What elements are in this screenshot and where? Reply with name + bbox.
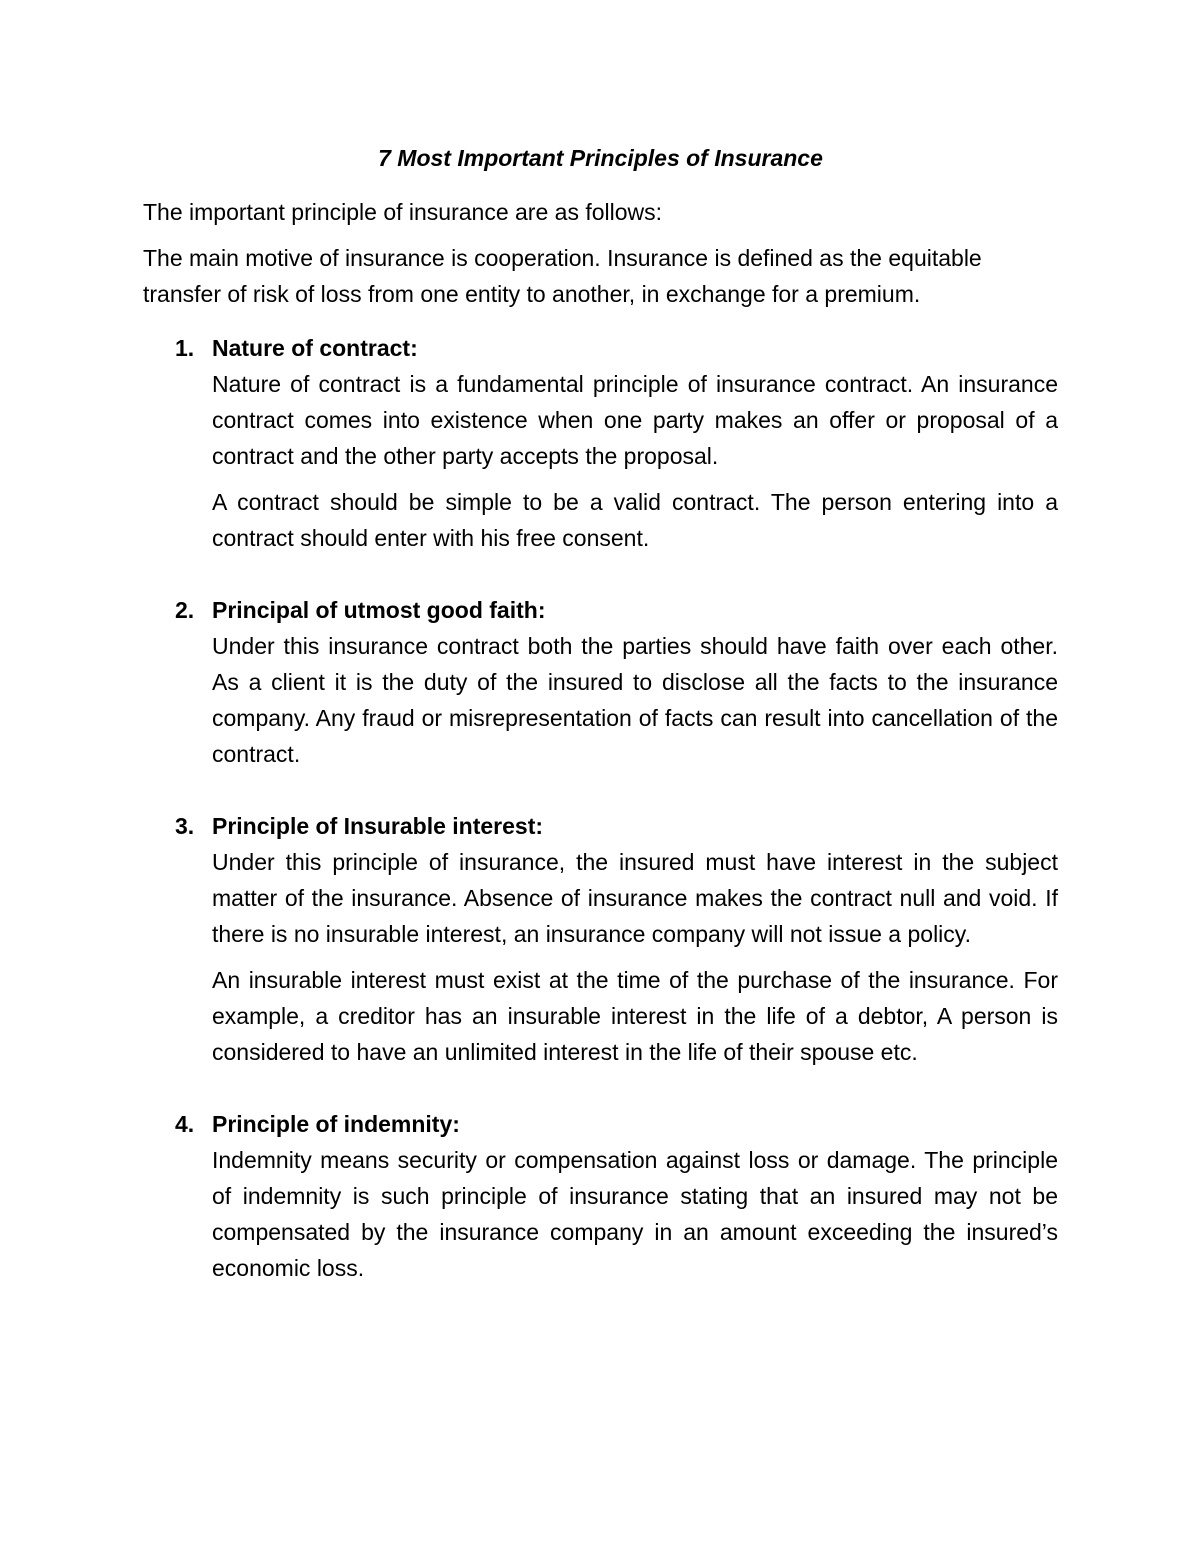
principle-section-4 [143,1106,1058,1286]
section-number: 1. [175,335,195,361]
principle-section-2 [143,592,1058,772]
section-heading: Principal of utmost good faith: [212,597,546,623]
intro-paragraph: The main motive of insurance is cooperation. Insurance is defined as the equitable transfer of risk of loss from one entity to another, in exchange for a premium. [143,245,982,307]
section-heading: Principle of indemnity: [212,1111,460,1137]
principle-section-1 [143,330,1058,556]
section-paragraph: Indemnity means security or compensation against loss or damage. The principle of indemnity is such principle of insurance stating that an insured may not be compensated by the insurance company in an amount exceeding the insured’s economic loss. [212,1147,1058,1281]
document-page [143,140,1058,1322]
section-number: 3. [175,813,195,839]
section-paragraph: Under this insurance contract both the parties should have faith over each other. As a client it is the duty of the insured to disclose all the facts to the insurance company. Any fraud or misrepresentation of facts can result into cancellation of the contract. [212,633,1058,767]
section-number: 2. [175,597,195,623]
intro-paragraph: The important principle of insurance are as follows: [143,199,663,225]
section-number: 4. [175,1111,195,1137]
principle-section-3 [143,808,1058,1070]
section-paragraph: A contract should be simple to be a valid contract. The person entering into a contract should enter with his free consent. [212,489,1058,551]
section-paragraph: Nature of contract is a fundamental principle of insurance contract. An insurance contract comes into existence when one party makes an offer or proposal of a contract and the other party accepts the proposal. [212,371,1058,469]
section-paragraph: An insurable interest must exist at the time of the purchase of the insurance. For example, a creditor has an insurable interest in the life of a debtor, A person is considered to have an unlimited interest in the life of their spouse etc. [212,967,1058,1065]
document-title: 7 Most Important Principles of Insurance [378,145,823,171]
section-heading: Principle of Insurable interest: [212,813,544,839]
section-paragraph: Under this principle of insurance, the insured must have interest in the subject matter of the insurance. Absence of insurance makes the contract null and void. If there is no insurable interest, an insurance company will not issue a policy. [212,849,1058,947]
section-heading: Nature of contract: [212,335,418,361]
